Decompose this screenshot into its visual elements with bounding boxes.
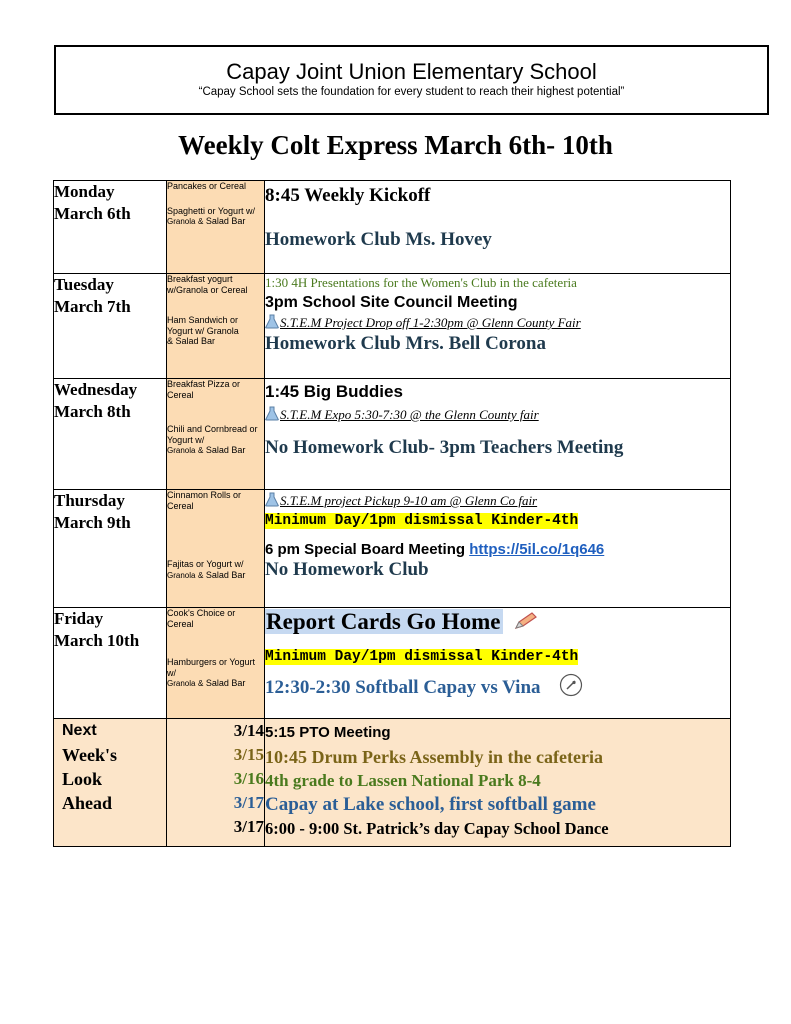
breakfast-menu: Cook's Choice or Cereal: [167, 608, 236, 629]
day-name: Thursday: [54, 491, 125, 510]
table-row: [54, 608, 731, 719]
menu-cell: [167, 490, 265, 608]
event-item: 1:45 Big Buddies: [265, 382, 403, 401]
menu-cell: [167, 608, 265, 719]
ahead-label: Look: [62, 769, 103, 789]
ahead-label: Week's: [62, 745, 118, 765]
flask-icon: [265, 406, 279, 421]
events-cell: [265, 379, 731, 490]
event-item: [265, 673, 730, 699]
event-text: Minimum Day/1pm dismissal Kinder-4th: [265, 513, 579, 529]
table-row: [54, 490, 731, 608]
lunch-menu-salad: Salad Bar: [205, 678, 246, 688]
lunch-menu-text: Chili and Cornbread or Yogurt w/: [167, 424, 258, 445]
lunch-menu-granola: Granola: [167, 446, 196, 455]
ahead-date: 3/14: [233, 721, 264, 740]
event-text: S.T.E.M Expo 5:30-7:30 @ the Glenn County fair: [280, 407, 539, 422]
lunch-menu: [167, 657, 264, 690]
breakfast-menu: Pancakes or Cereal: [167, 181, 247, 191]
event-text: S.T.E.M Project Drop off 1-2:30pm @ Glenn County Fair: [280, 315, 581, 330]
ahead-date: 3/15: [233, 745, 264, 764]
event-item: Capay at Lake school, first softball game: [265, 794, 596, 815]
breakfast-menu: Breakfast yogurt w/Granola or Cereal: [167, 274, 248, 295]
lunch-menu-salad: Salad Bar: [205, 569, 246, 580]
day-date: March 6th: [54, 204, 131, 223]
lunch-menu-amp: &: [197, 570, 204, 580]
day-date: March 8th: [54, 402, 131, 421]
motto: “Capay School sets the foundation for every student to reach their highest potential”: [198, 86, 625, 98]
ahead-label: Next: [62, 722, 97, 739]
lunch-menu-amp: &: [197, 217, 204, 226]
lunch-menu-salad: Salad Bar: [205, 216, 246, 226]
lunch-menu-granola: Granola: [167, 679, 196, 688]
table-row: [54, 181, 731, 274]
day-name: Friday: [54, 609, 104, 628]
flask-icon: [265, 314, 279, 329]
event-item: [265, 541, 730, 558]
table-row: [54, 719, 731, 847]
breakfast-menu: Breakfast Pizza or Cereal: [167, 379, 241, 400]
day-cell: [54, 379, 167, 490]
event-item: 10:45 Drum Perks Assembly in the cafeteria: [265, 747, 603, 767]
ahead-date: 3/17: [233, 817, 264, 836]
pencil-icon: [513, 611, 539, 631]
day-name: Wednesday: [54, 380, 138, 399]
table-row: [54, 379, 731, 490]
lunch-menu-salad: Salad Bar: [205, 445, 246, 455]
event-item: 5:15 PTO Meeting: [265, 724, 391, 741]
events-cell: [265, 490, 731, 608]
ahead-label: Ahead: [62, 793, 113, 813]
event-item: [265, 492, 730, 509]
ahead-date: 3/17: [233, 793, 264, 812]
day-date: March 7th: [54, 297, 131, 316]
event-item: 8:45 Weekly Kickoff: [265, 185, 431, 206]
softball-icon: [559, 673, 583, 697]
board-meeting-link[interactable]: https://5il.co/1q646: [469, 541, 605, 558]
menu-cell: [167, 379, 265, 490]
schedule-table: [53, 180, 731, 847]
event-item: 1:30 4H Presentations for the Women's Club in the cafeteria: [265, 275, 577, 290]
lunch-menu: [167, 559, 264, 581]
ahead-dates-cell: [167, 719, 265, 847]
lunch-menu-salad: & Salad Bar: [167, 336, 216, 346]
lunch-menu: Ham Sandwich or Yogurt w/ Granola: [167, 315, 239, 336]
lunch-menu: [167, 424, 264, 457]
event-item: Homework Club Mrs. Bell Corona: [265, 333, 546, 354]
menu-cell: [167, 274, 265, 379]
event-text: S.T.E.M project Pickup 9-10 am @ Glenn Co fair: [280, 493, 538, 508]
page-title: Weekly Colt Express March 6th- 10th: [178, 130, 613, 160]
events-cell: [265, 274, 731, 379]
events-cell: [265, 181, 731, 274]
event-item: [265, 647, 730, 665]
day-date: March 10th: [54, 631, 140, 650]
lunch-menu-text: Hamburgers or Yogurt w/: [167, 657, 256, 678]
event-item: No Homework Club- 3pm Teachers Meeting: [265, 437, 624, 458]
ahead-label-cell: [54, 719, 167, 847]
day-cell: [54, 181, 167, 274]
school-name: Capay Joint Union Elementary School: [226, 59, 597, 84]
lunch-menu-text: Fajitas or Yogurt w/: [167, 559, 244, 569]
event-text: 6 pm Special Board Meeting: [265, 541, 466, 558]
event-item: [265, 511, 730, 529]
menu-cell: [167, 181, 265, 274]
lunch-menu-granola: Granola: [167, 570, 196, 580]
day-name: Monday: [54, 182, 115, 201]
lunch-menu-granola: Granola: [167, 217, 196, 226]
day-cell: [54, 274, 167, 379]
event-item: 4th grade to Lassen National Park 8-4: [265, 771, 541, 790]
event-item: 6:00 - 9:00 St. Patrick’s day Capay School Dance: [265, 819, 609, 838]
day-cell: [54, 490, 167, 608]
day-date: March 9th: [54, 513, 131, 532]
breakfast-menu: Cinnamon Rolls or Cereal: [167, 490, 242, 511]
header-box: [54, 45, 769, 115]
lunch-menu-text: Spaghetti or Yogurt w/: [167, 205, 256, 216]
event-text: 12:30-2:30 Softball Capay vs Vina: [265, 677, 541, 698]
table-row: [54, 274, 731, 379]
events-cell: [265, 608, 731, 719]
day-name: Tuesday: [54, 275, 114, 294]
event-item: [265, 314, 730, 331]
lunch-menu-amp: &: [197, 679, 204, 688]
event-item: [265, 609, 730, 635]
event-text: Report Cards Go Home: [265, 609, 503, 634]
event-item: No Homework Club: [265, 559, 429, 580]
day-cell: [54, 608, 167, 719]
event-text: Minimum Day/1pm dismissal Kinder-4th: [265, 649, 579, 665]
event-item: Homework Club Ms. Hovey: [265, 229, 492, 250]
ahead-date: 3/16: [233, 769, 264, 788]
lunch-menu-amp: &: [197, 446, 204, 455]
lunch-menu: [167, 206, 264, 228]
flask-icon: [265, 492, 279, 507]
ahead-events-cell: [265, 719, 731, 847]
event-item: [265, 406, 730, 423]
event-item: 3pm School Site Council Meeting: [265, 294, 518, 311]
